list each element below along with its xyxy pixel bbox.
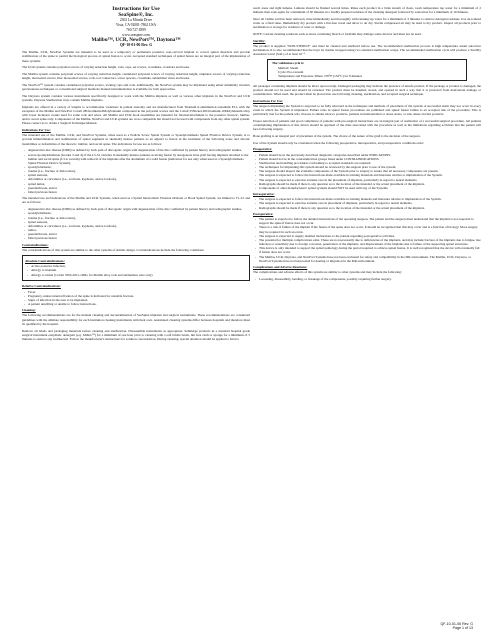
indications-list-2: [22, 207, 250, 240]
list-item: - spinal stenosis,: [28, 173, 250, 177]
indications-paragraph-2: The intended use and indications of the Malibu and UCR Systems, when used as a Spinal Intersomatic Fixation Orthosis or Hook Spinal System, are limited to T1-L5 and are as follows:: [22, 196, 250, 205]
list-item: - The techniques for implanting this system should be reviewed by the surgeon prior to use of the system.: [259, 165, 481, 169]
list-item: - pseudarthrosis, and/or: [28, 232, 250, 236]
list-item: - spondylolisthesis,: [28, 165, 250, 169]
preoperative-heading: Preoperative:: [253, 147, 273, 152]
cleaning-continued-1: reach areas and tight lumens. Lumens should be flushed several times. Rinse each product in a brisk stream of clean, room temperature tap water for a minimum of 2 minutes then soak again for a minimum of 30 minutes in a freshly prepared solution of the cleaning detergent followed by sonication for a minimum of 10 minutes.: [253, 6, 481, 15]
instructions-paragraph-1: The surgeon implanting the System is expected to be fully educated in the techniques and methods of placement of the system. A successful result may not occur in every event in which the System is implanted. Failure rates in spinal fusion procedures are published and spinal fusion failure is an accepted risk of the procedure. This is particularly true for the patient who chooses to smoke tobacco products, patients in malnourished or obese states, or who abuse alcohol products.: [253, 103, 481, 117]
daytona-description: The Daytona system contains various instruments specifically designed to work with the Malibu implants as well as various other implants in the NewPort and UCR systems. Daytona Sterilization trays contain Malibu implants.: [22, 93, 250, 103]
absolute-contraindications-list: [25, 264, 247, 276]
list-item: - spinal stenosis,: [28, 220, 250, 224]
validation-row: Temperature and Exposure Times: 270°F (132°C) for 8 minutes: [278, 73, 363, 78]
indications-paragraph: The intended use of the Malibu, UCR, and NewPort Systems, when used as a Pedicle Screw Spinal System or Spondylolisthesis Spinal Fixation Device System, is to provide immobilization and stabilization of spinal segments in skeletally mature patients as an adjunct to fusion in the treatment of the following acute and chronic instabilities or deformities of the thoracic, lumbar, and sacral spine. The indications for use are as follows:: [22, 133, 250, 146]
document-title: Instructions for Use: [112, 6, 160, 12]
sterility-heading: Sterility:: [253, 38, 266, 43]
list-item: - Allergy to titanium: [31, 268, 247, 272]
instructions-heading: Instructions For Use:: [253, 98, 283, 103]
list-item: - The surgeon is expected to exercise extreme care in placement of implants, particularly in regard to neural elements.: [259, 201, 481, 205]
product-systems: Malibu™, UCR, NewPort™, Daytona™: [91, 37, 181, 44]
contraindications-paragraph: The contraindications of this system are similar to the other systems of similar design. Contraindications include the following conditions:: [22, 247, 205, 252]
list-item: - Loosening, disassembly, bending, or breakage of the components, possibly requiring further surgery.: [259, 277, 481, 281]
list-item: - pseudarthrosis, and/or: [28, 186, 250, 190]
list-item: - Pregnancy, unless internal fixation of the spine is indicated for unstable fracture.: [28, 294, 250, 298]
list-item: - failed previous fusion: [28, 236, 250, 240]
phone-number: 760.727.8399: [126, 27, 146, 32]
list-item: - The surgeon is expected to follow the instructions made available in training manuals and literature relative to implantation of the System.: [259, 197, 481, 201]
list-item: - A patient unwilling or unable to follow instructions.: [28, 302, 250, 306]
intraoperative-list: [253, 197, 481, 209]
validation-cycle-box: [267, 59, 467, 81]
packaging-paragraph: All packages containing implants should be intact upon receipt. Damaged packaging may indicate the presence of unsafe product. If the package or product is damaged, the product should not be used and should be returned. The product must be handled, stored, and opened in such a way that it is protected from inadvertent damage or contamination. When used, the product must be placed into use following cleaning, sterilization, and accepted surgical technique.: [253, 83, 481, 96]
list-item: - trauma (i.e., fracture or dislocation),: [28, 216, 250, 220]
list-item: - spinal tumor,: [28, 182, 250, 186]
cleaning-note: NOTE: Certain cleaning solutions such as those containing bleach or formalin may damage some devices and must not be used.: [253, 31, 422, 36]
list-item: - Fever: [28, 290, 250, 294]
list-item: - Sterilization and handling procedures conforming to accepted standards are required.: [259, 161, 481, 165]
left-column: [22, 6, 250, 344]
sterility-paragraph: The product is supplied "NON-STERILE" and must be cleaned and sterilized before use. The recommended sterilization process is high temperature steam autoclave sterilization. It is also recommended that the trays be double wrapped using two standard sterilization wraps. The recommended sterilization cycle will produce a Sterility Assurance Level (SAL) of at least 10⁻⁶.: [253, 43, 481, 57]
cleaning-paragraph-1: The following recommendations are for the manual cleaning and decontamination of SeaSpine implants and surgical instruments. These recommendations are considered guidelines with the ultimate responsibility for each institution cleaning instruments with their own. Automated cleaning systems differ between hospitals and therefore must be qualified by the hospital.: [22, 313, 250, 326]
list-item: - Radiographs should be made if there is any question as to the location of the intended or the actual placement of the implants.: [259, 182, 481, 186]
list-item: - Radiographs should be made if there is any question as to the location of the intended or the actual placement of the implants.: [259, 206, 481, 210]
validation-row: Cycle: Pre-vacuum: [278, 69, 304, 74]
cleaning-heading: Cleaning:: [22, 308, 36, 313]
list-item: - severe spondylolisthesis (Grades 3 and 4) of the L5-S1 vertebra in skeletally mature patients receiving fusion by autogenous bone graft having implants attached to the lumbar and sacral spine (L3 to sacrum) with removal of the implants after the attainment of a solid fusion (indication for use only when used as a Spondylolisthesis Spinal Fixation Device System),: [28, 153, 250, 165]
absolute-contraindications-box: [22, 255, 250, 282]
preoperative-list: [253, 153, 481, 190]
cleaning-continued-2: Once all visible soil has been removed, rinse immediately and thoroughly with running tap water for a minimum of 3 minutes to remove detergent residues. Use de-ionized water as a final rinse. Immediately dry product with a lint-free towel and allow to air dry. Sterile compressed air may be used to dry product. Inspect all products prior to sterilization or storage for evidence of wear or damage.: [253, 16, 481, 30]
list-item: - Active posterior infection,: [31, 264, 247, 268]
address-line-1: 2302 La Mirada Drive: [119, 17, 153, 22]
list-item: - The patient is expected to follow the detailed instructions of the operating surgeon. The patient and the surgeon must understand that the implant is not expected to support the spine if fusion does not occur.: [259, 217, 481, 225]
validation-cycle-title: The validation cycle is:: [272, 61, 305, 66]
list-item: - degenerative disc disease (DDD) as defined by back pain of discogenic origin with degeneration of the disc confirmed by patient history and radiographic studies,: [28, 148, 250, 152]
indications-heading: Indications For Use:: [22, 128, 51, 133]
postoperative-list: [253, 217, 481, 263]
page-number: Page 1 of 13: [452, 626, 473, 631]
list-item: - The Malibu, UCR, Daytona, and NewPort Systems have not been evaluated for safety and compatibility in the MR environment. The Malibu, UCR, Daytona, or NewPort Systems have not been tested for heating or migration in the MR environment.: [259, 255, 481, 263]
list-item: - deformities or curvatures (i.e., scoliosis, kyphosis, and/or lordosis),: [28, 177, 250, 181]
complications-heading: Complications and Adverse Reactions:: [253, 265, 308, 270]
list-item: - trauma (i.e., fracture or dislocation),: [28, 169, 250, 173]
list-item: - Allergy to nickel (Cobalt 35Ni-20Cr-10Mo for Malibu alloy rods and sublaminar wire only): [31, 273, 247, 277]
page-footer: [441, 622, 474, 631]
list-item: - degenerative disc disease (DDD) as defined by back pain of discogenic origin with degeneration of the disc confirmed by patient history and radiographic studies,: [28, 207, 250, 211]
company-name: SeaSpine®, Inc.: [118, 11, 154, 18]
intraoperative-heading: Intraoperative:: [253, 192, 275, 197]
right-column: [253, 6, 481, 283]
list-item: - failed previous fusion: [28, 190, 250, 194]
document-header: [22, 6, 250, 48]
complications-paragraph: The complications and adverse effects of this system are similar to other systems and may include the following:: [253, 270, 402, 275]
instructions-paragraph-3: Bone grafting is an integral part of placement of the system. The choice of the nature of the graft is the decision of the surgeon.: [253, 133, 421, 138]
validation-row: Method: Steam: [278, 65, 299, 70]
list-item: - spondylolisthesis,: [28, 211, 250, 215]
document-number: QF-10-01-06 Rev. G: [119, 43, 153, 48]
newport-description: The NewPort™ system contains cannulated polyaxial screws, locking caps and rods. Additionally, the NewPort system may be implanted using either minimally invasive percutaneous techniques or conventional surgical methods; manual instrumentation is available for both approaches.: [22, 82, 250, 92]
list-item: - The surgeon is expected to supply detailed instructions to the patient regarding postoperative activities.: [259, 234, 481, 238]
list-item: - This device is only intended to support the spinal pathology during the period required to achieve spinal fusion. It is well recognized that the device will eventually fail if fusion does not occur.: [259, 246, 481, 254]
list-item: - The surgeon is expected to exercise extreme care in the placement of implants, particularly in regard to neural elements.: [259, 178, 481, 182]
cleaning-paragraph-2: Remove all labels and packaging materials before cleaning and sterilization. Disassemble instruments as appropriate. Submerge products in a standard hospital grade surgical instrument enzymatic detergent (e.g. Miltex™) for a minimum of one hour prior to cleaning with a soft bristle brush, lint free cloth or sponge for a minimum of 5 minutes to remove any residue/soil. Follow the manufacturer's instructions for solution concentration. During cleaning, special attention should be applied to hard to: [22, 328, 250, 341]
malibu-description: The Malibu system contains polyaxial screws of varying reduction height, cannulated polyaxial screws of varying reduction height, uniplanar screws of varying reduction height, monoaxial screws, iliac monoaxial screws, rods, rod connectors, screw spacers, crosslinks, sublaminar wires and hooks.: [22, 72, 250, 81]
relative-contraindications-heading: Relative Contraindications:: [22, 284, 61, 289]
absolute-contraindications-heading: Absolute Contraindications:: [25, 259, 65, 264]
footer-document-number: QF-10-01-06 Rev. G: [440, 621, 473, 626]
list-item: - Signs of infection in the area to be implanted.: [28, 298, 250, 302]
intro-paragraph: The Malibu, UCR, NewPort Systems are intended to be used as a temporary or permanent posterior, non-cervical implant to correct spinal disorders and provide stabilization of the spine to permit the biological process of spinal fusion to occur. Accepted standard techniques of spinal fusion are an integral part of the implantation of these systems.: [22, 50, 250, 63]
website-link[interactable]: www.seaspine.com: [122, 32, 150, 37]
list-item: - The surgeon should inspect the available components of the System prior to surgery to assure that all necessary components are present.: [259, 169, 481, 173]
address-line-2: Vista, CA 92081-7862 USA: [115, 22, 157, 27]
list-item: - Components of other manufacturers' spinal systems should NOT be used with any of the Systems.: [259, 186, 481, 190]
list-item: - tumor,: [28, 228, 250, 232]
list-item: - The potential for multiple complications exist. These are not necessarily due to deficiencies of the implants, and may include fracture of the implants due to fatigue, late infection or sensitivity due to foreign corrosion, penetration of the implants, and displacement of the implants due to failure of the supporting spinal structures.: [259, 238, 481, 246]
instructions-paragraph-4: Use of the System should only be considered when the following preoperative, intraoperative, and postoperative conditions exist:: [253, 140, 424, 145]
indications-list-1: [22, 148, 250, 194]
ucr-description: The UCR system contains polyaxial screws of varying reduction height, rods, caps, set screws, crosslinks, crossbars and hooks.: [22, 65, 191, 70]
instructions-paragraph-2: Proper selection of patients and good compliance of patients with pre-surgical instructions are an integral part of realization of a successful surgical procedure. All patients contemplating implantation of this device should be apprised of the risks associated with the procedure as well as the limitations regarding activities that the patient will face following surgery.: [253, 118, 481, 132]
list-item: - Patient should be in the previously described diagnostic categories described under INDICATIONS.: [259, 153, 481, 157]
materials-paragraph: Implants are offered in a variety of lengths to accommodate variations in patient anatomy and are manufactured from Titanium 6-aluminum-4-vanadium ELI, with the exception of the Malibu and NewPort Cobalt 28Chromium-6Molybdenum component in the polyaxial screws and the Cobalt 35Nickel-20Chromium-10Molybdenum alloy with lower inclusion counts used for some rods and wires. All Malibu and UCR hook assemblies are intended for fixation/attachment to the posterior thoracic, lumbar, and/or sacral spine only. Components of the Malibu, NewPort and UCR systems are cross compatible but should not be used with components from any other spinal system. Please contact us to obtain a Surgical Technique Manual.: [22, 104, 250, 126]
list-item: - There is a risk of failure of the implant if the fusion of the spine does not occur. It should be recognized that this may occur and is a function of biology. More surgery may be required in such an event.: [259, 225, 481, 233]
postoperative-heading: Postoperative:: [253, 211, 274, 216]
list-item: - Patient should not be in the contraindication groups listed under CONTRAINDICATIONS.: [259, 157, 481, 161]
list-item: - deformities or curvatures (i.e., scoliosis, kyphosis, and/or lordosis),: [28, 224, 250, 228]
complications-list: [253, 277, 481, 281]
contraindications-heading: Contraindications:: [22, 242, 49, 247]
relative-contraindications-list: [22, 290, 250, 307]
list-item: - The surgeon is expected to follow the instructions made available in training materials and literature relative to implantation of the System.: [259, 173, 481, 177]
